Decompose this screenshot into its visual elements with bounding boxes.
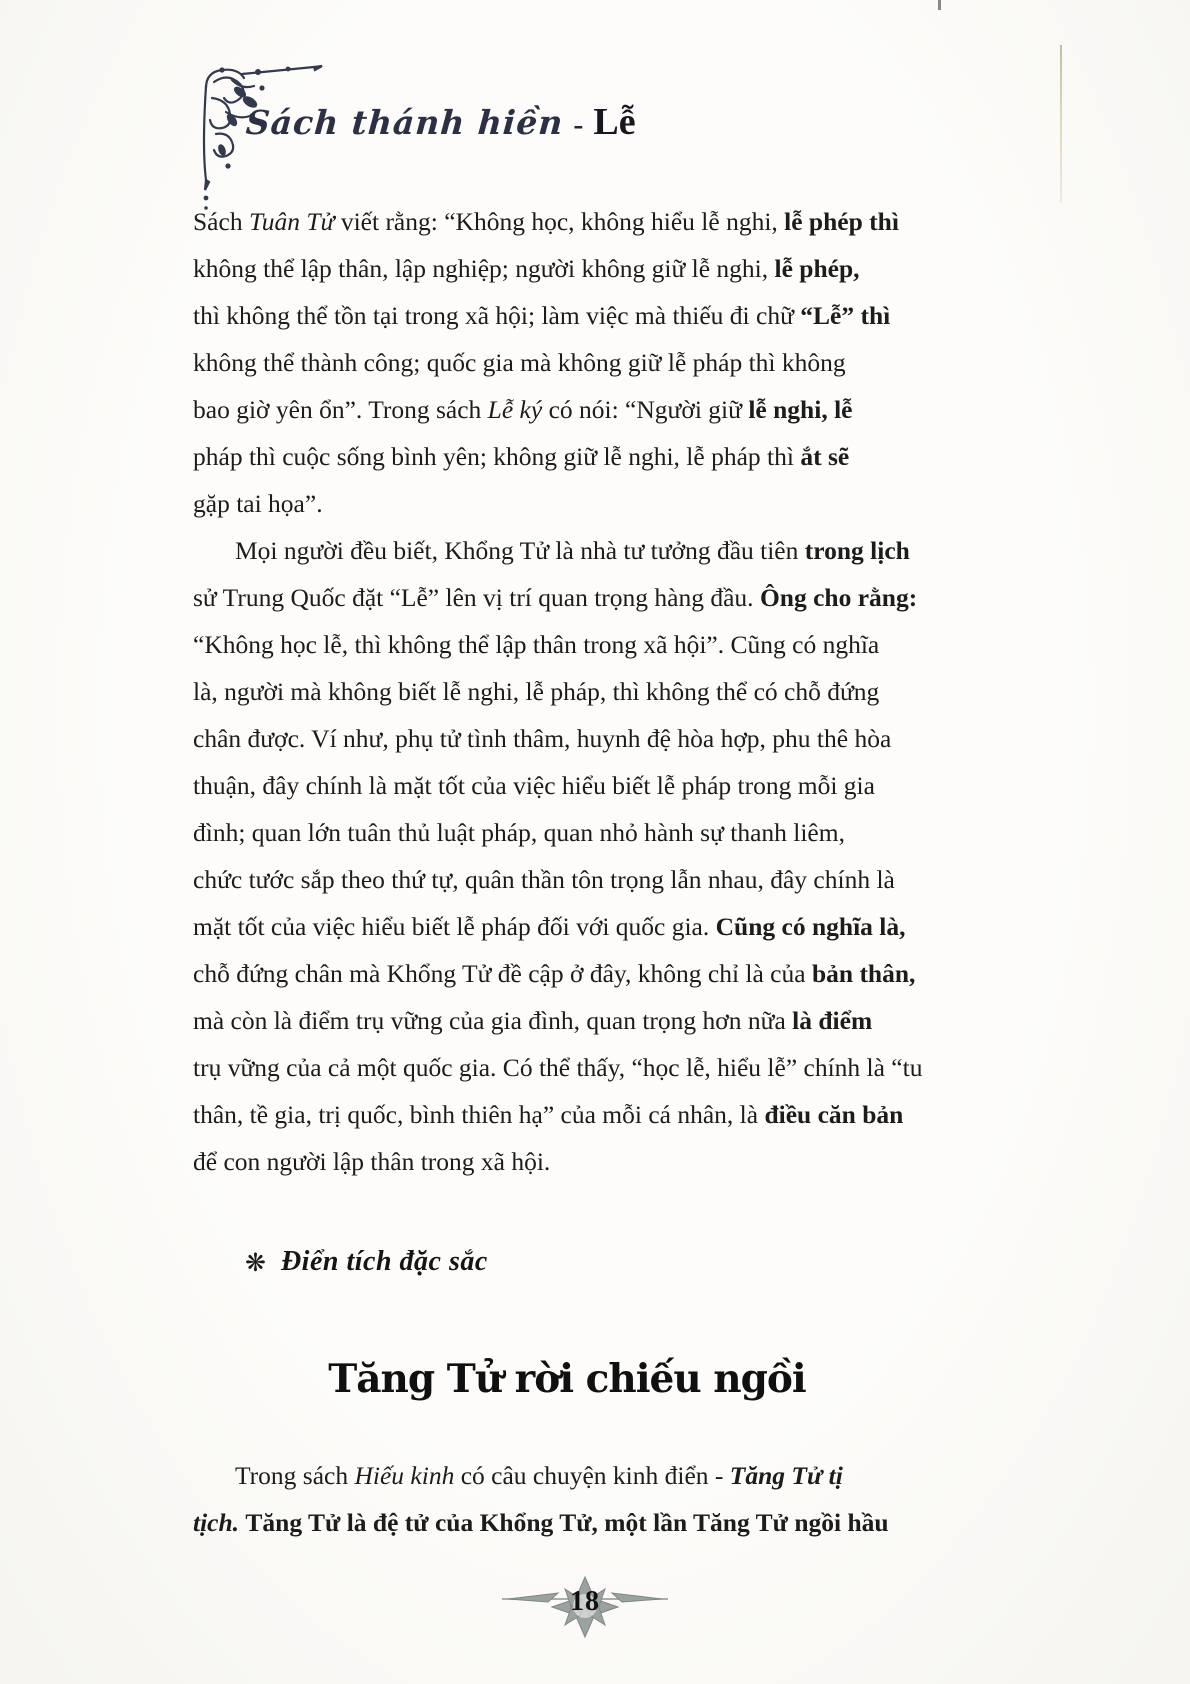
body-line: thì không thể tồn tại trong xã hội; làm việc mà thiếu đi chữ “Lễ” thì xyxy=(193,301,891,330)
body-paragraphs xyxy=(193,198,941,1185)
scan-artifact-tick xyxy=(938,0,941,10)
scan-artifact-line xyxy=(1060,45,1062,203)
body-line: Sách Tuân Tử viết rằng: “Không học, không hiểu lễ nghi, lễ phép thì xyxy=(193,207,899,236)
body-line: “Không học lễ, thì không thể lập thân trong xã hội”. Cũng có nghĩa xyxy=(193,630,880,659)
body-line: sử Trung Quốc đặt “Lễ” lên vị trí quan trọng hàng đầu. Ông cho rằng: xyxy=(193,583,918,612)
section-heading xyxy=(193,1240,941,1284)
page-number: 18 xyxy=(570,1586,600,1617)
body-line: chỗ đứng chân mà Khổng Tử đề cập ở đây, không chỉ là của bản thân, xyxy=(193,959,916,988)
body-line: thuận, đây chính là mặt tốt của việc hiểu biết lễ pháp trong mỗi gia xyxy=(193,771,875,800)
body-line: chức tước sắp theo thứ tự, quân thần tôn trọng lẫn nhau, đây chính là xyxy=(193,865,895,894)
body-line: trụ vững của cả một quốc gia. Có thể thấy, “học lễ, hiểu lễ” chính là “tu xyxy=(193,1053,923,1082)
body-line: pháp thì cuộc sống bình yên; không giữ lễ nghi, lễ pháp thì ắt sẽ xyxy=(193,442,850,471)
flower-asterisk-icon: ❋ xyxy=(245,1247,266,1277)
body-line: gặp tai họa”. xyxy=(193,489,323,518)
body-line: đình; quan lớn tuân thủ luật pháp, quan nhỏ hành sự thanh liêm, xyxy=(193,818,845,847)
body-line: bao giờ yên ổn”. Trong sách Lễ ký có nói: “Người giữ lễ nghi, lễ xyxy=(193,395,853,424)
header xyxy=(246,100,806,160)
body-line: thân, tề gia, trị quốc, bình thiên hạ” của mỗi cá nhân, là điều căn bản xyxy=(193,1100,904,1129)
body-line: Trong sách Hiếu kinh có câu chuyện kinh điển - Tăng Tử tị xyxy=(235,1461,843,1490)
story-title: Tăng Tử rời chiếu ngồi xyxy=(328,1356,806,1402)
body-line: mà còn là điểm trụ vững của gia đình, quan trọng hơn nữa là điểm xyxy=(193,1006,873,1035)
header-separator: - xyxy=(573,108,584,141)
body-line: để con người lập thân trong xã hội. xyxy=(193,1147,551,1176)
book-topic-title: Lễ xyxy=(593,101,636,143)
body-line: Mọi người đều biết, Khổng Tử là nhà tư tưởng đầu tiên trong lịch xyxy=(235,536,910,565)
section-heading-label: Điển tích đặc sắc xyxy=(280,1246,488,1277)
body-line: không thể lập thân, lập nghiệp; người không giữ lễ nghi, lễ phép, xyxy=(193,254,860,283)
body-line: mặt tốt của việc hiểu biết lễ pháp đối với quốc gia. Cũng có nghĩa là, xyxy=(193,912,906,941)
body-line: không thể thành công; quốc gia mà không giữ lễ pháp thì không xyxy=(193,348,846,377)
body-line: chân được. Ví như, phụ tử tình thâm, huynh đệ hòa hợp, phu thê hòa xyxy=(193,724,892,753)
book-series-title: Sách thánh hiền xyxy=(244,103,565,142)
body-line: tịch. Tăng Tử là đệ tử của Khổng Tử, một lần Tăng Tử ngồi hầu xyxy=(193,1508,889,1537)
body-line: là, người mà không biết lễ nghi, lễ pháp, thì không thể có chỗ đứng xyxy=(193,677,880,706)
story-paragraphs xyxy=(193,1452,941,1546)
